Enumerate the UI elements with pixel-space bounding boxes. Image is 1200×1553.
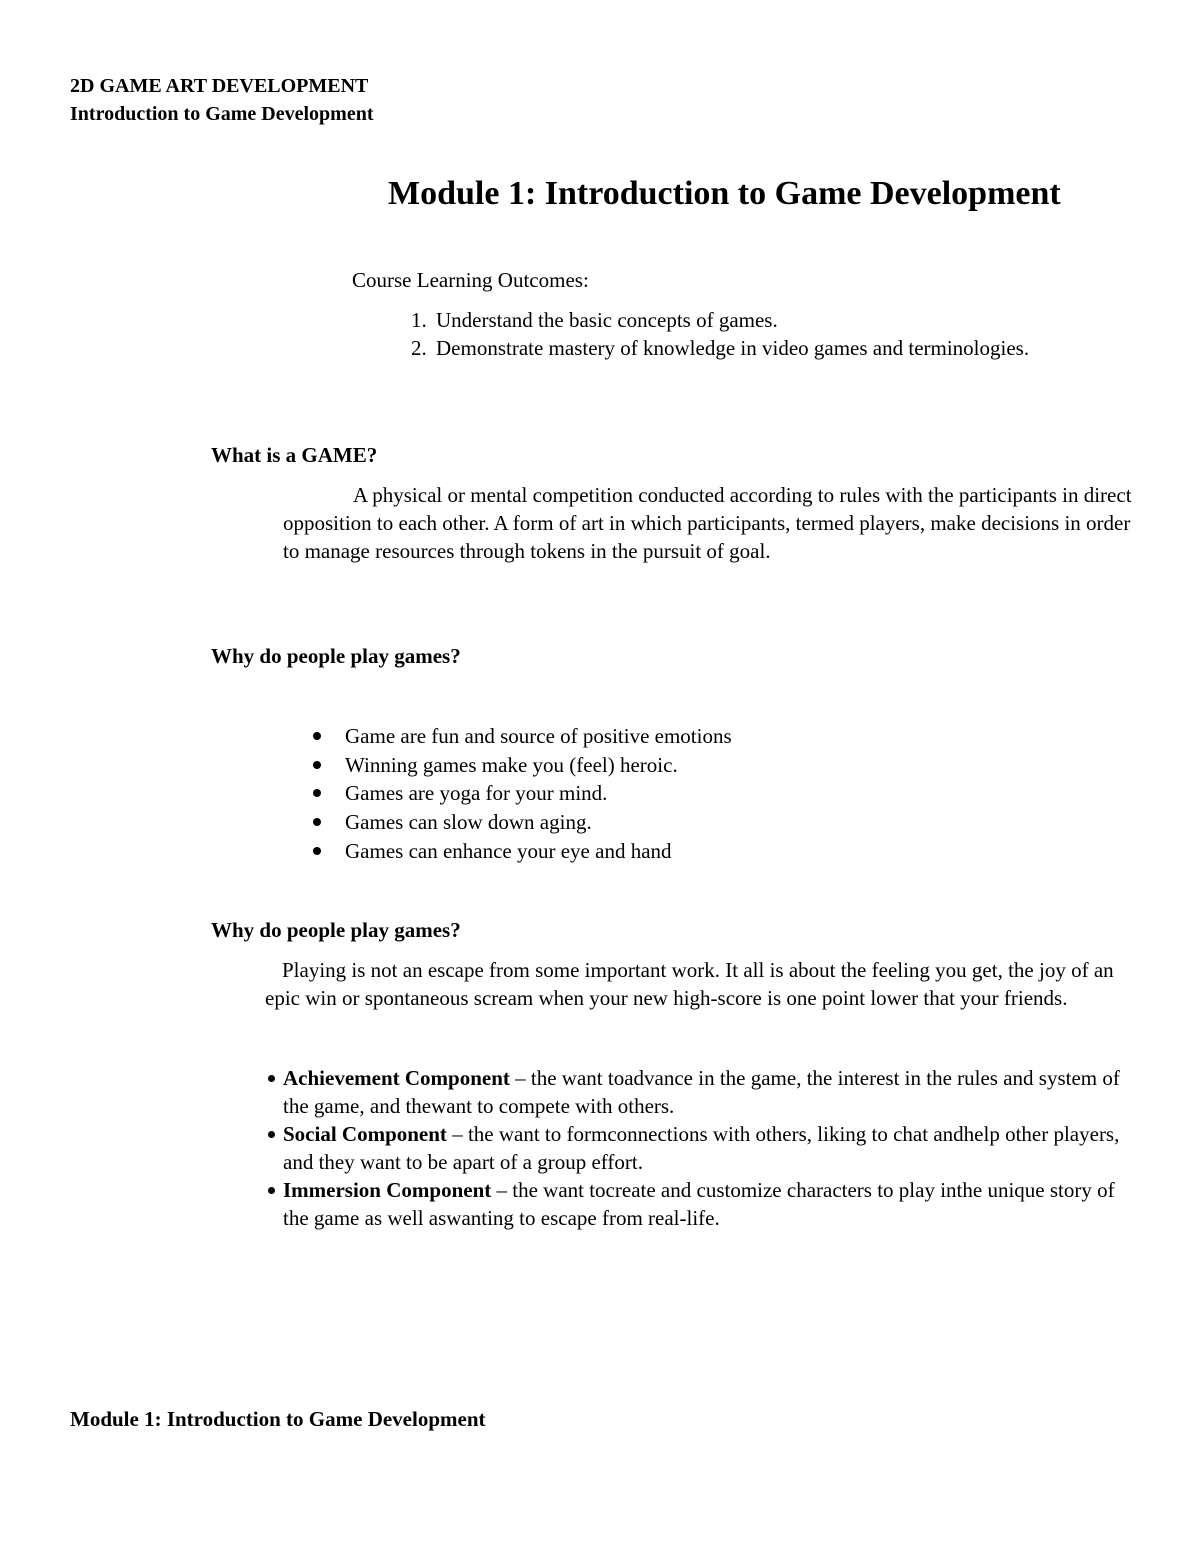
section-heading: Why do people play games? bbox=[211, 644, 461, 668]
outcome-item: 1. Understand the basic concepts of games. bbox=[432, 306, 1032, 334]
component-desc: – the want tocreate and customize characters to play inthe unique story of the game as well aswanting to escape from real-life. bbox=[283, 1178, 1115, 1230]
component-name: Social Component bbox=[283, 1122, 447, 1146]
component-name: Immersion Component bbox=[283, 1178, 492, 1202]
page-footer: Module 1: Introduction to Game Development bbox=[70, 1407, 486, 1431]
outcome-item: 2. Demonstrate mastery of knowledge in video games and terminologies. bbox=[432, 334, 1032, 362]
section-heading: What is a GAME? bbox=[211, 443, 378, 467]
course-subtitle: Introduction to Game Development bbox=[70, 103, 374, 125]
component-desc: – the want toadvance in the game, the interest in the rules and system of the game, and thewant to compete with others. bbox=[283, 1066, 1120, 1118]
document-header bbox=[70, 72, 374, 128]
section-heading: Why do people play games? bbox=[211, 918, 461, 942]
component-desc: – the want to formconnections with others, liking to chat andhelp other players, and they want to be apart of a group effort. bbox=[283, 1122, 1120, 1174]
component-item bbox=[283, 1176, 1133, 1232]
outcomes-list bbox=[352, 306, 1032, 362]
why-play-section-1 bbox=[211, 642, 1131, 866]
list-item: Games can slow down aging. bbox=[345, 808, 1131, 837]
reasons-list bbox=[211, 722, 1131, 866]
components-list bbox=[211, 1064, 1133, 1232]
component-item bbox=[283, 1064, 1133, 1120]
list-item: Winning games make you (feel) heroic. bbox=[345, 751, 1131, 780]
list-item: Games are yoga for your mind. bbox=[345, 779, 1131, 808]
component-item bbox=[283, 1120, 1133, 1176]
list-item: Games can enhance your eye and hand bbox=[345, 837, 1131, 866]
game-definition: A physical or mental competition conducted according to rules with the participants in direct opposition to each other. A form of art in which participants, termed players, make decisions in order to manage resources through tokens in the pursuit of goal. bbox=[283, 483, 1132, 563]
why-play-section-2 bbox=[211, 916, 1131, 1232]
learning-outcomes bbox=[352, 266, 1032, 362]
outcomes-heading: Course Learning Outcomes: bbox=[352, 268, 589, 292]
playing-paragraph: Playing is not an escape from some important work. It all is about the feeling you get, the joy of an epic win or spontaneous scream when your new high-score is one point lower that your friends. bbox=[265, 958, 1114, 1010]
what-is-game-section bbox=[211, 441, 1131, 565]
course-name: 2D GAME ART DEVELOPMENT bbox=[70, 75, 369, 97]
component-name: Achievement Component bbox=[283, 1066, 510, 1090]
list-item: Game are fun and source of positive emotions bbox=[345, 722, 1131, 751]
module-title: Module 1: Introduction to Game Development bbox=[388, 175, 1061, 212]
